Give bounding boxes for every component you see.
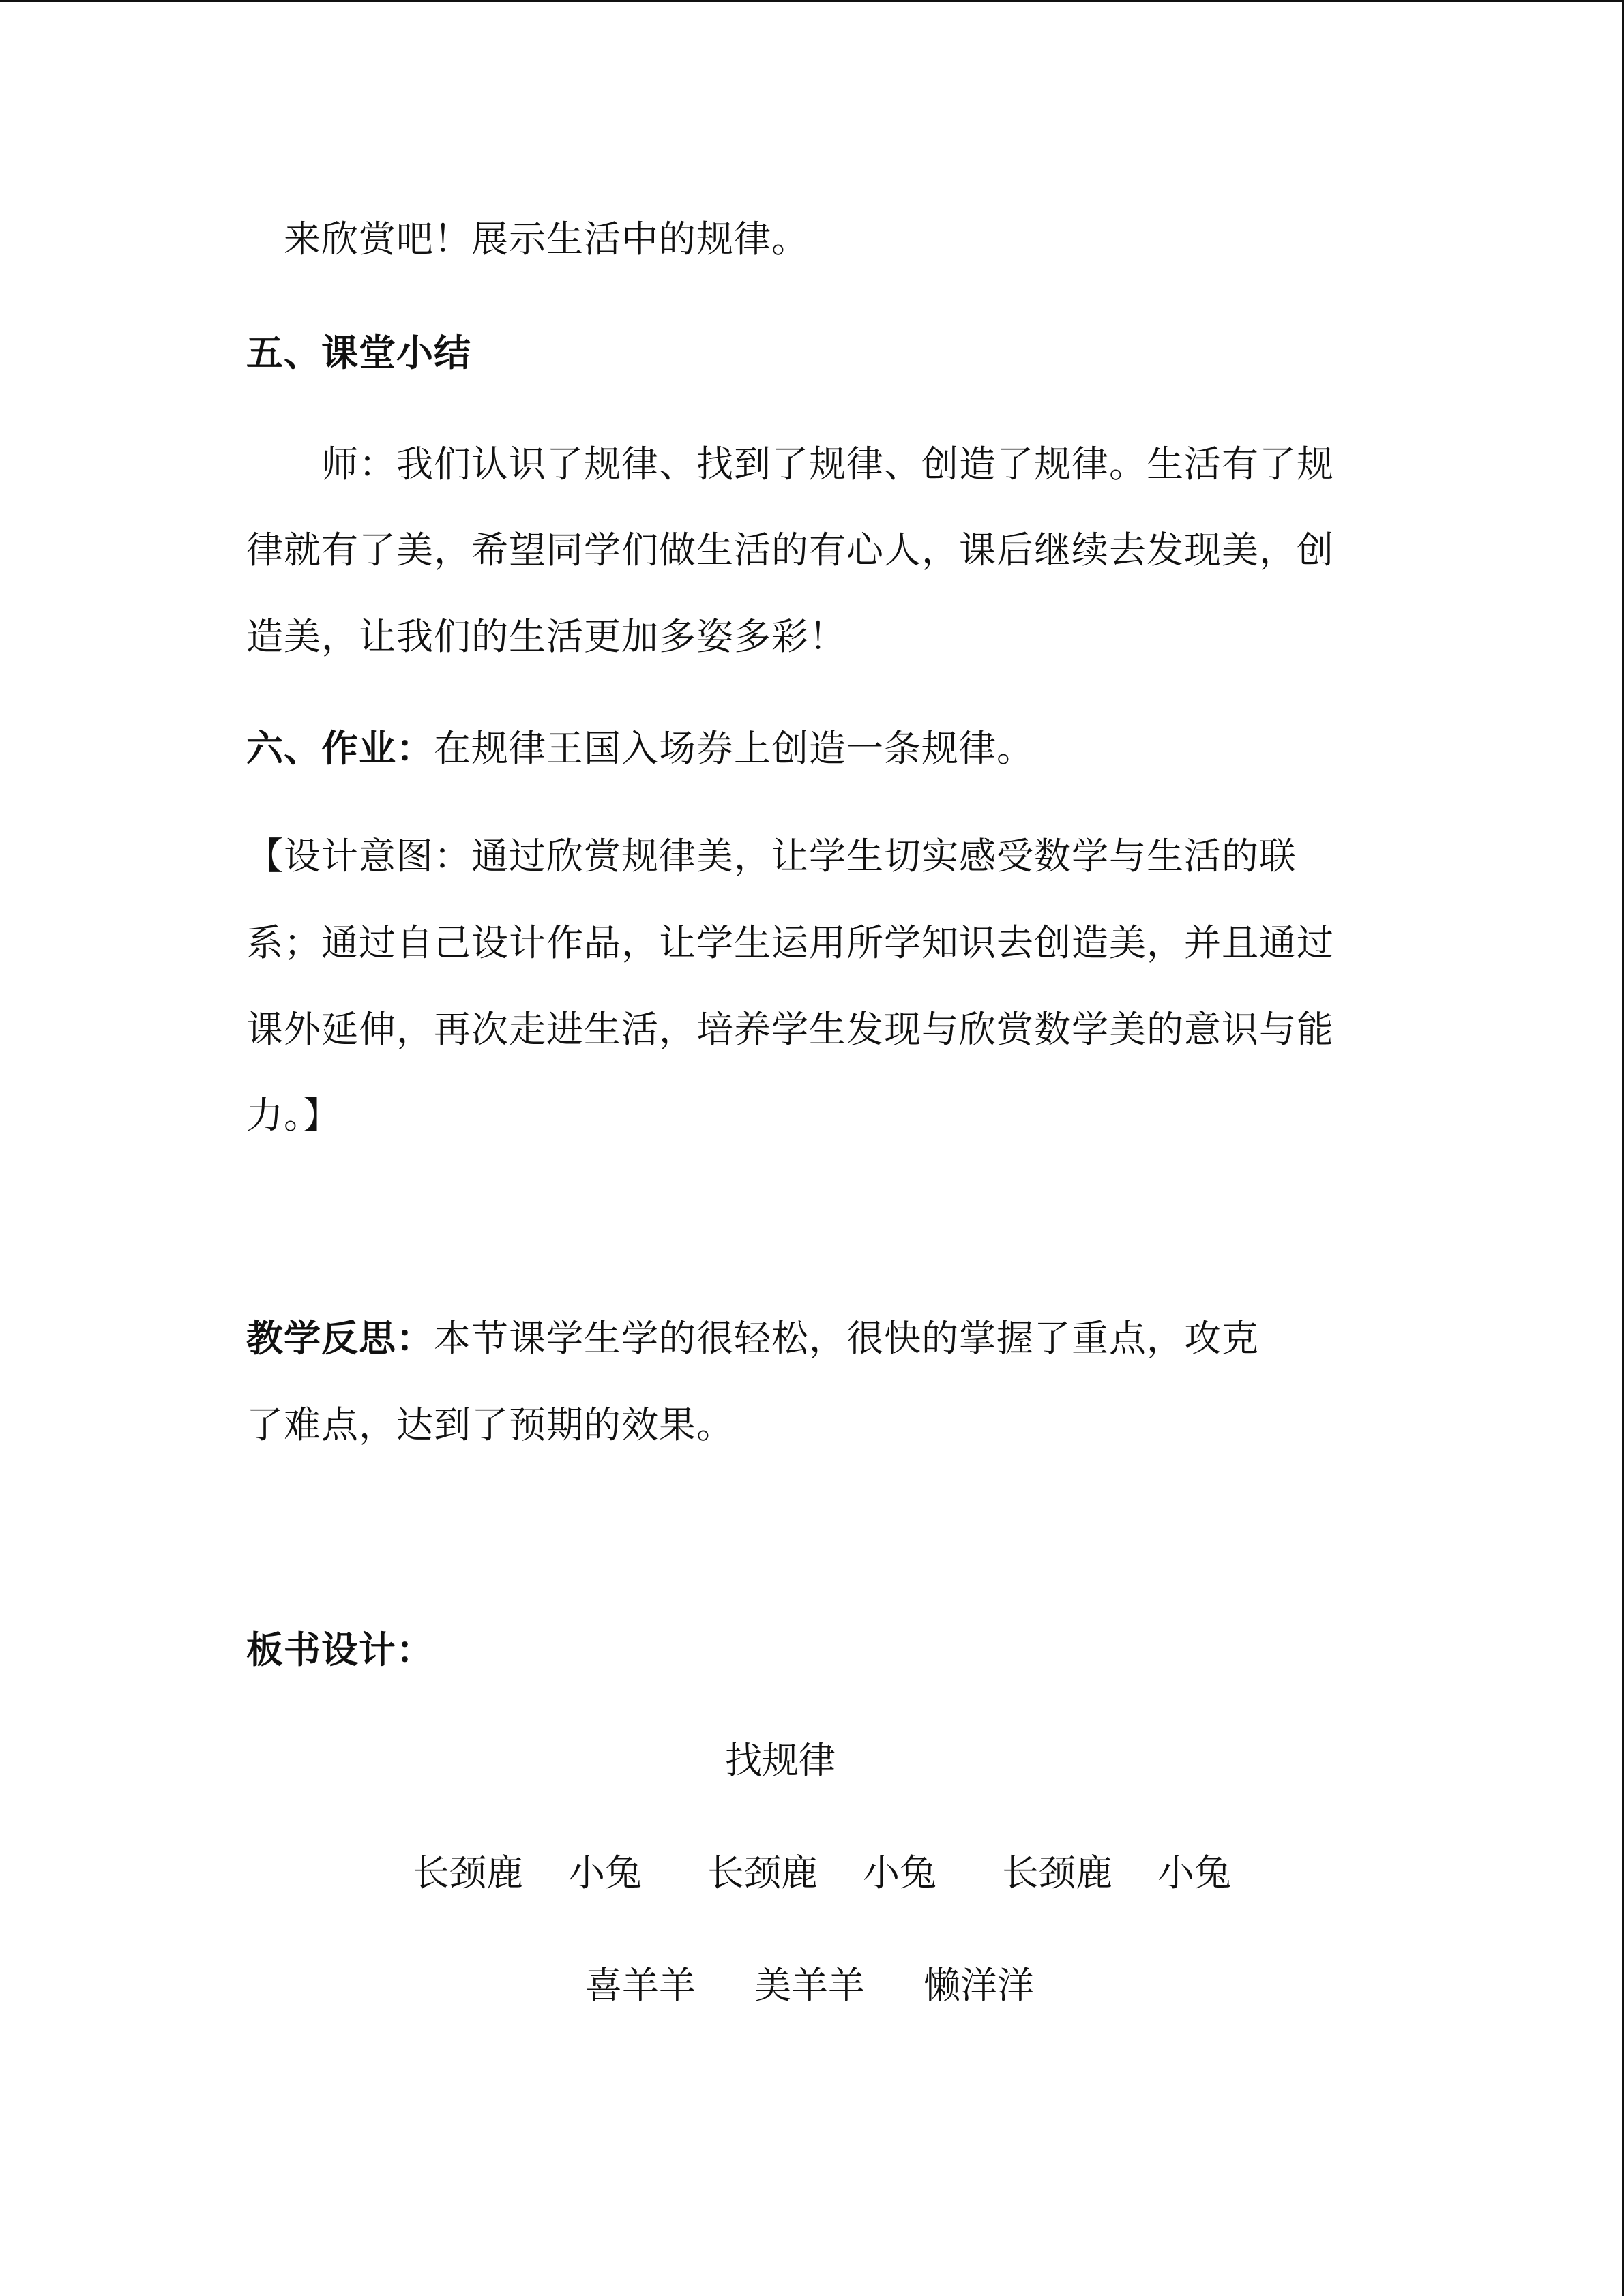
appreciate-line: 来欣赏吧！展示生活中的规律。 [284, 218, 809, 260]
board-title: 找规律 [725, 1739, 836, 1782]
board-row1-item: 长颈鹿 [1002, 1851, 1112, 1894]
reflection-line-1 [246, 1315, 1259, 1362]
section6-body: 在规律王国入场券上创造一条规律。 [434, 727, 1034, 770]
section5-body-line-3: 造美，让我们的生活更加多姿多彩！ [246, 615, 846, 658]
section5-body-line-1: 师：我们认识了规律、找到了规律、创造了规律。生活有了规 [321, 443, 1334, 486]
board-heading: 板书设计： [246, 1628, 434, 1671]
reflection-body-1: 本节课学生学的很轻松，很快的掌握了重点，攻克 [434, 1317, 1259, 1360]
board-row1-item: 长颈鹿 [707, 1851, 818, 1894]
page-border-top [0, 0, 1624, 2]
board-row2-item: 美羊羊 [754, 1964, 865, 2007]
section5-heading: 五、课堂小结 [246, 331, 471, 374]
board-row-1 [413, 1849, 1231, 1897]
board-row2-item: 喜羊羊 [585, 1964, 696, 2007]
reflection-line-2: 了难点，达到了预期的效果。 [246, 1403, 734, 1446]
design-intent-line-2: 系；通过自己设计作品，让学生运用所学知识去创造美，并且通过 [246, 921, 1334, 964]
design-intent-line-3: 课外延伸，再次走进生活，培养学生发现与欣赏数学美的意识与能 [246, 1008, 1334, 1051]
section5-body-line-2: 律就有了美，希望同学们做生活的有心人，课后继续去发现美，创 [246, 528, 1334, 571]
board-row1-item: 小兔 [568, 1851, 642, 1894]
board-row-2 [585, 1962, 1034, 2010]
section6-line [246, 725, 1034, 773]
design-intent-line-4: 力。】 [246, 1094, 340, 1137]
board-row1-item: 小兔 [1157, 1851, 1231, 1894]
design-intent-line-1: 【设计意图：通过欣赏规律美，让学生切实感受数学与生活的联 [246, 835, 1297, 878]
board-row2-item: 懒洋洋 [924, 1964, 1034, 2007]
board-row1-item: 长颈鹿 [413, 1851, 523, 1894]
reflection-heading: 教学反思： [246, 1317, 434, 1360]
board-row1-item: 小兔 [863, 1851, 936, 1894]
section6-heading: 六、作业： [246, 727, 434, 770]
